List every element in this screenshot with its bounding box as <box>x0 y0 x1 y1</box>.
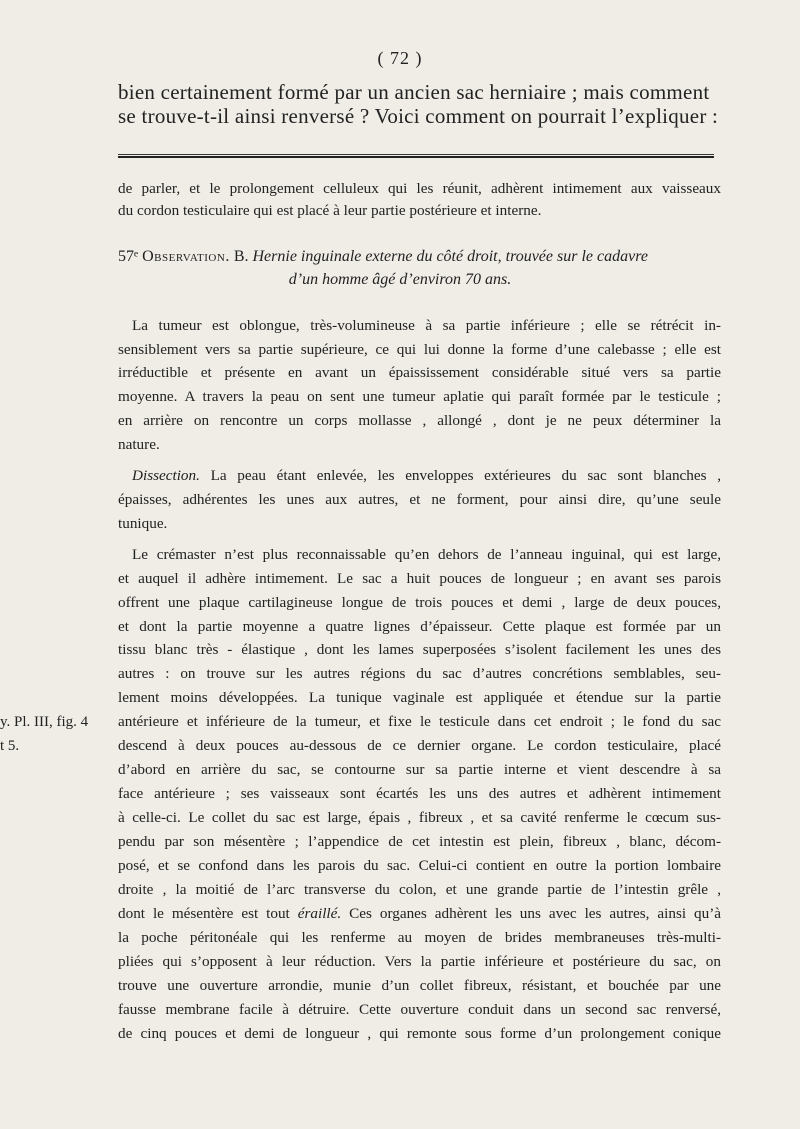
body-line: droite , la moitié de l’arc transverse du colon, et une grande partie de l’intestin grêle , <box>118 881 721 898</box>
body-line: la poche péritonéale qui les renferme au moyen de brides membraneuses très-multi- <box>118 929 721 946</box>
body-line: épaisses, adhérentes les unes aux autres, et ne forment, pour ainsi dire, qu’une seule <box>118 491 721 508</box>
body-line: pendu par son mésentère ; l’appendice de cet intestin est plein, fibreux , blanc, décom- <box>118 833 721 850</box>
body-line: de parler, et le prolongement celluleux qui les réunit, adhèrent intimement aux vaisseaux <box>118 180 721 197</box>
body-line <box>118 467 721 485</box>
body-line: tunique. <box>118 515 168 532</box>
margin-note: y. Pl. III, fig. 4 <box>0 714 89 730</box>
separator-rule <box>118 154 714 158</box>
body-line: Le crémaster n’est plus reconnaissable qu’en dehors de l’anneau inguinal, qui est large, <box>132 546 721 563</box>
body-line: autres : on trouve sur les autres régions du sac d’autres concrétions semblables, seu- <box>118 665 721 682</box>
page-number: ( 72 ) <box>377 48 423 68</box>
body-line: et dont la partie moyenne a quatre lignes d’épaisseur. Cette plaque est formée par un <box>118 618 721 635</box>
dissection-label: Dissection. <box>132 467 200 484</box>
body-line: fausse membrane facile à détruire. Cette ouverture conduit dans un second sac renversé, <box>118 1001 721 1018</box>
top-text-line: bien certainement formé par un ancien sac herniaire ; mais comment <box>118 80 710 104</box>
observation-number: 57ᵉ <box>118 248 139 265</box>
body-line: et auquel il adhère intimement. Le sac a huit pouces de longueur ; en avant ses parois <box>118 570 721 587</box>
body-line: La tumeur est oblongue, très-volumineuse à sa partie inférieure ; elle se rétrécit in- <box>132 317 721 334</box>
observation-title: Hernie inguinale externe du côté droit, trouvée sur le cadavre <box>252 248 648 265</box>
body-line: d’abord en arrière du sac, se contourne sur sa partie interne et vient descendre à sa <box>118 761 721 778</box>
body-line: à celle-ci. Le collet du sac est large, épais , fibreux , et sa cavité renferme le cœcum sus- <box>118 809 721 826</box>
body-line: sensiblement vers sa partie supérieure, ce qui lui donne la forme d’une calebasse ; elle est <box>118 341 721 358</box>
body-line: antérieure et inférieure de la tumeur, et fixe le testicule dans cet endroit ; le fond du sac <box>118 713 721 730</box>
body-line: tissu blanc très - élastique , dont les lames superposées s’isolent facilement les unes des <box>118 641 721 658</box>
dissection-text: La peau étant enlevée, les enveloppes extérieures du sac sont blanches , <box>210 467 721 484</box>
body-line: du cordon testiculaire qui est placé à leur partie postérieure et interne. <box>118 202 542 219</box>
body-line: moyenne. A travers la peau on sent une tumeur aplatie qui paraît formée par le testicule ; <box>118 388 721 405</box>
body-line: face antérieure ; ses vaisseaux sont écartés les uns des autres et adhèrent intimement <box>118 785 721 802</box>
body-line: pliées qui s’opposent à leur réduction. Vers la partie inférieure et postérieure du sac, on <box>118 953 721 970</box>
body-line: posé, et se confond dans les parois du sac. Celui-ci contient en outre la portion lombaire <box>118 857 721 874</box>
body-line: trouve une ouverture arrondie, munie d’un collet fibreux, résistant, et bouchée par une <box>118 977 721 994</box>
body-line: en arrière on rencontre un corps mollasse , allongé , dont je ne peux déterminer la <box>118 412 721 429</box>
body-line: offrent une plaque cartilagineuse longue de trois pouces et demi , large de deux pouces, <box>118 594 721 611</box>
observation-label: Observation. <box>142 248 230 265</box>
body-line: nature. <box>118 436 160 453</box>
body-line: descend à deux pouces au-dessous de ce dernier organe. Le cordon testiculaire, placé <box>118 737 721 754</box>
observation-letter: B. <box>233 248 249 265</box>
top-text-line: se trouve-t-il ainsi renversé ? Voici comment on pourrait l’expliquer : <box>118 104 719 128</box>
body-line: lement moins développées. La tunique vaginale est appliquée et étendue sur la partie <box>118 689 721 706</box>
italic-word: éraillé. <box>297 905 342 922</box>
margin-note: t 5. <box>0 738 20 754</box>
body-line <box>118 905 721 923</box>
body-text: Ces organes adhèrent les uns avec les autres, ainsi qu’à <box>349 905 722 922</box>
observation-subtitle: d’un homme âgé d’environ 70 ans. <box>288 271 512 288</box>
body-text: dont le mésentère est tout <box>118 905 290 922</box>
body-line: irréductible et présente en avant un épaississement considérable situé vers sa partie <box>118 364 721 381</box>
body-line: de cinq pouces et demi de longueur , qui remonte sous forme d’un prolongement conique <box>118 1025 721 1042</box>
observation-heading <box>118 247 648 267</box>
